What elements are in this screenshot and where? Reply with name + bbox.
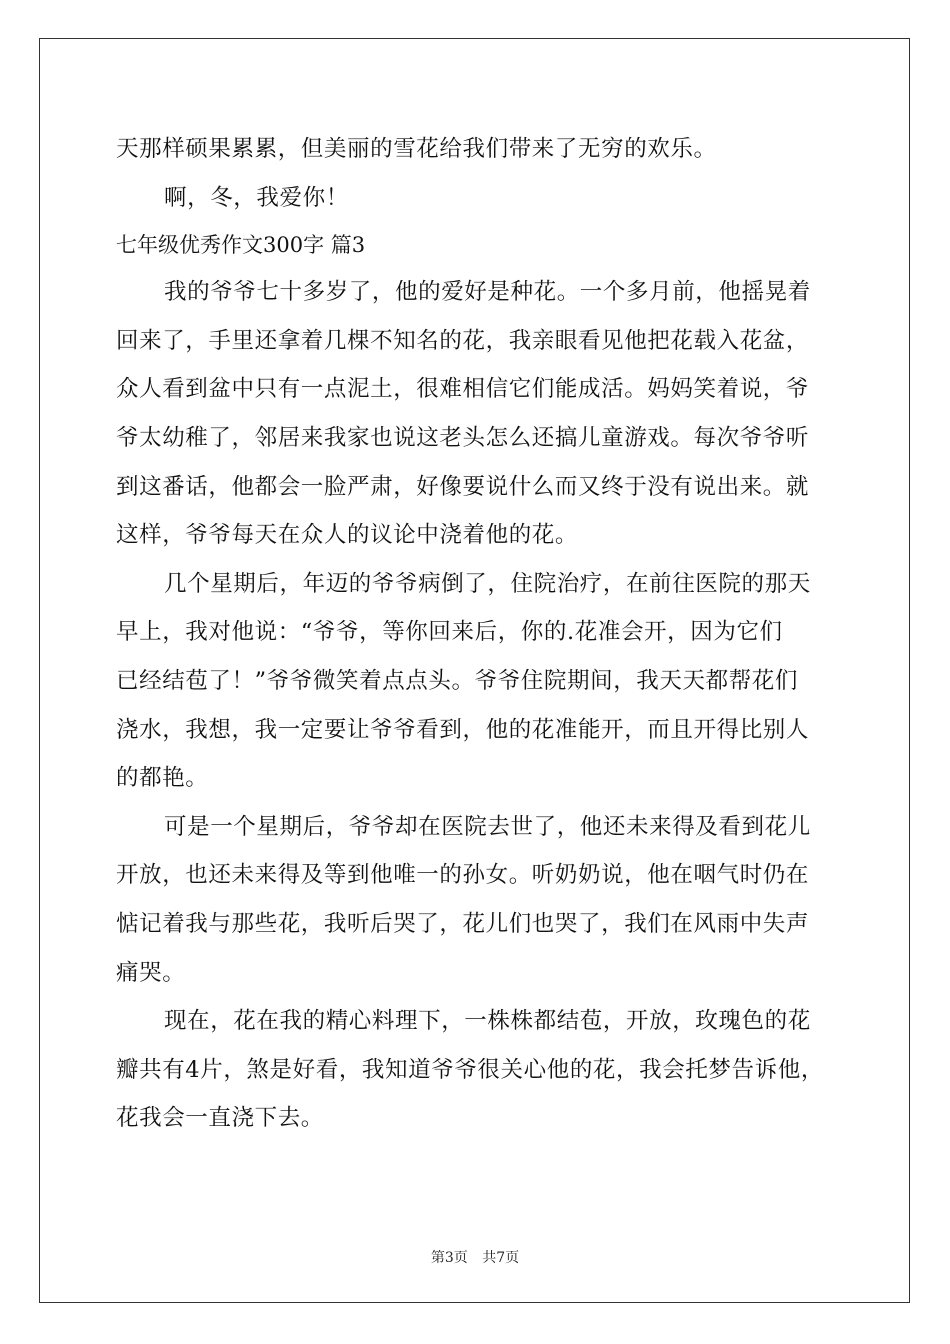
page-footer <box>0 1247 950 1267</box>
text-line: 浇水，我想，我一定要让爷爷看到，他的花准能开，而且开得比别人 <box>116 716 810 743</box>
page-total: 共7页 <box>482 1250 520 1266</box>
text-line: 天那样硕果累累，但美丽的雪花给我们带来了无穷的欢乐。 <box>116 136 717 162</box>
page-number: 第3页 <box>430 1250 468 1266</box>
paragraph-continuation <box>116 125 836 174</box>
text-line: 回来了，手里还拿着几棵不知名的花，我亲眼看见他把花载入花盆， <box>116 327 810 354</box>
text-line: 现在，花在我的精心料理下，一株株都结苞，开放，玫瑰色的花 <box>164 1008 811 1035</box>
text-line: 啊，冬，我爱你！ <box>164 184 349 211</box>
paragraph <box>116 997 836 1143</box>
text-line: 早上，我对他说：“爷爷，等你回来后，你的.花准会开，因为它们 <box>116 619 783 646</box>
text-line: 已经结苞了！”爷爷微笑着点点头。爷爷住院期间，我天天都帮花们 <box>116 667 799 694</box>
text-line: 痛哭。 <box>116 959 186 986</box>
text-line: 我的爷爷七十多岁了，他的爱好是种花。一个多月前，他摇晃着 <box>164 279 811 306</box>
text-line: 惦记着我与那些花，我听后哭了，花儿们也哭了，我们在风雨中失声 <box>116 910 810 937</box>
paragraph <box>116 803 836 997</box>
text-line: 这样，爷爷每天在众人的议论中浇着他的花。 <box>116 522 579 549</box>
text-line: 的都艳。 <box>116 765 209 792</box>
paragraph <box>116 268 836 560</box>
text-line: 众人看到盆中只有一点泥土，很难相信它们能成活。妈妈笑着说，爷 <box>116 376 810 403</box>
text-line: 花我会一直浇下去。 <box>116 1105 324 1132</box>
text-line: 可是一个星期后，爷爷却在医院去世了，他还未来得及看到花儿 <box>164 813 811 840</box>
document-body <box>116 125 836 1143</box>
text-line: 瓣共有4片，煞是好看，我知道爷爷很关心他的花，我会托梦告诉他， <box>116 1056 824 1083</box>
text-line: 爷太幼稚了，邻居来我家也说这老头怎么还搞儿童游戏。每次爷爷听 <box>116 424 810 451</box>
paragraph <box>116 560 836 803</box>
text-line: 到这番话，他都会一脸严肃，好像要说什么而又终于没有说出来。就 <box>116 473 810 500</box>
paragraph <box>116 174 836 223</box>
text-line: 几个星期后，年迈的爷爷病倒了，住院治疗，在前往医院的那天 <box>164 570 811 597</box>
text-line: 开放，也还未来得及等到他唯一的孙女。听奶奶说，他在咽气时仍在 <box>116 862 810 889</box>
section-heading: 七年级优秀作文300字 篇3 <box>116 233 366 258</box>
